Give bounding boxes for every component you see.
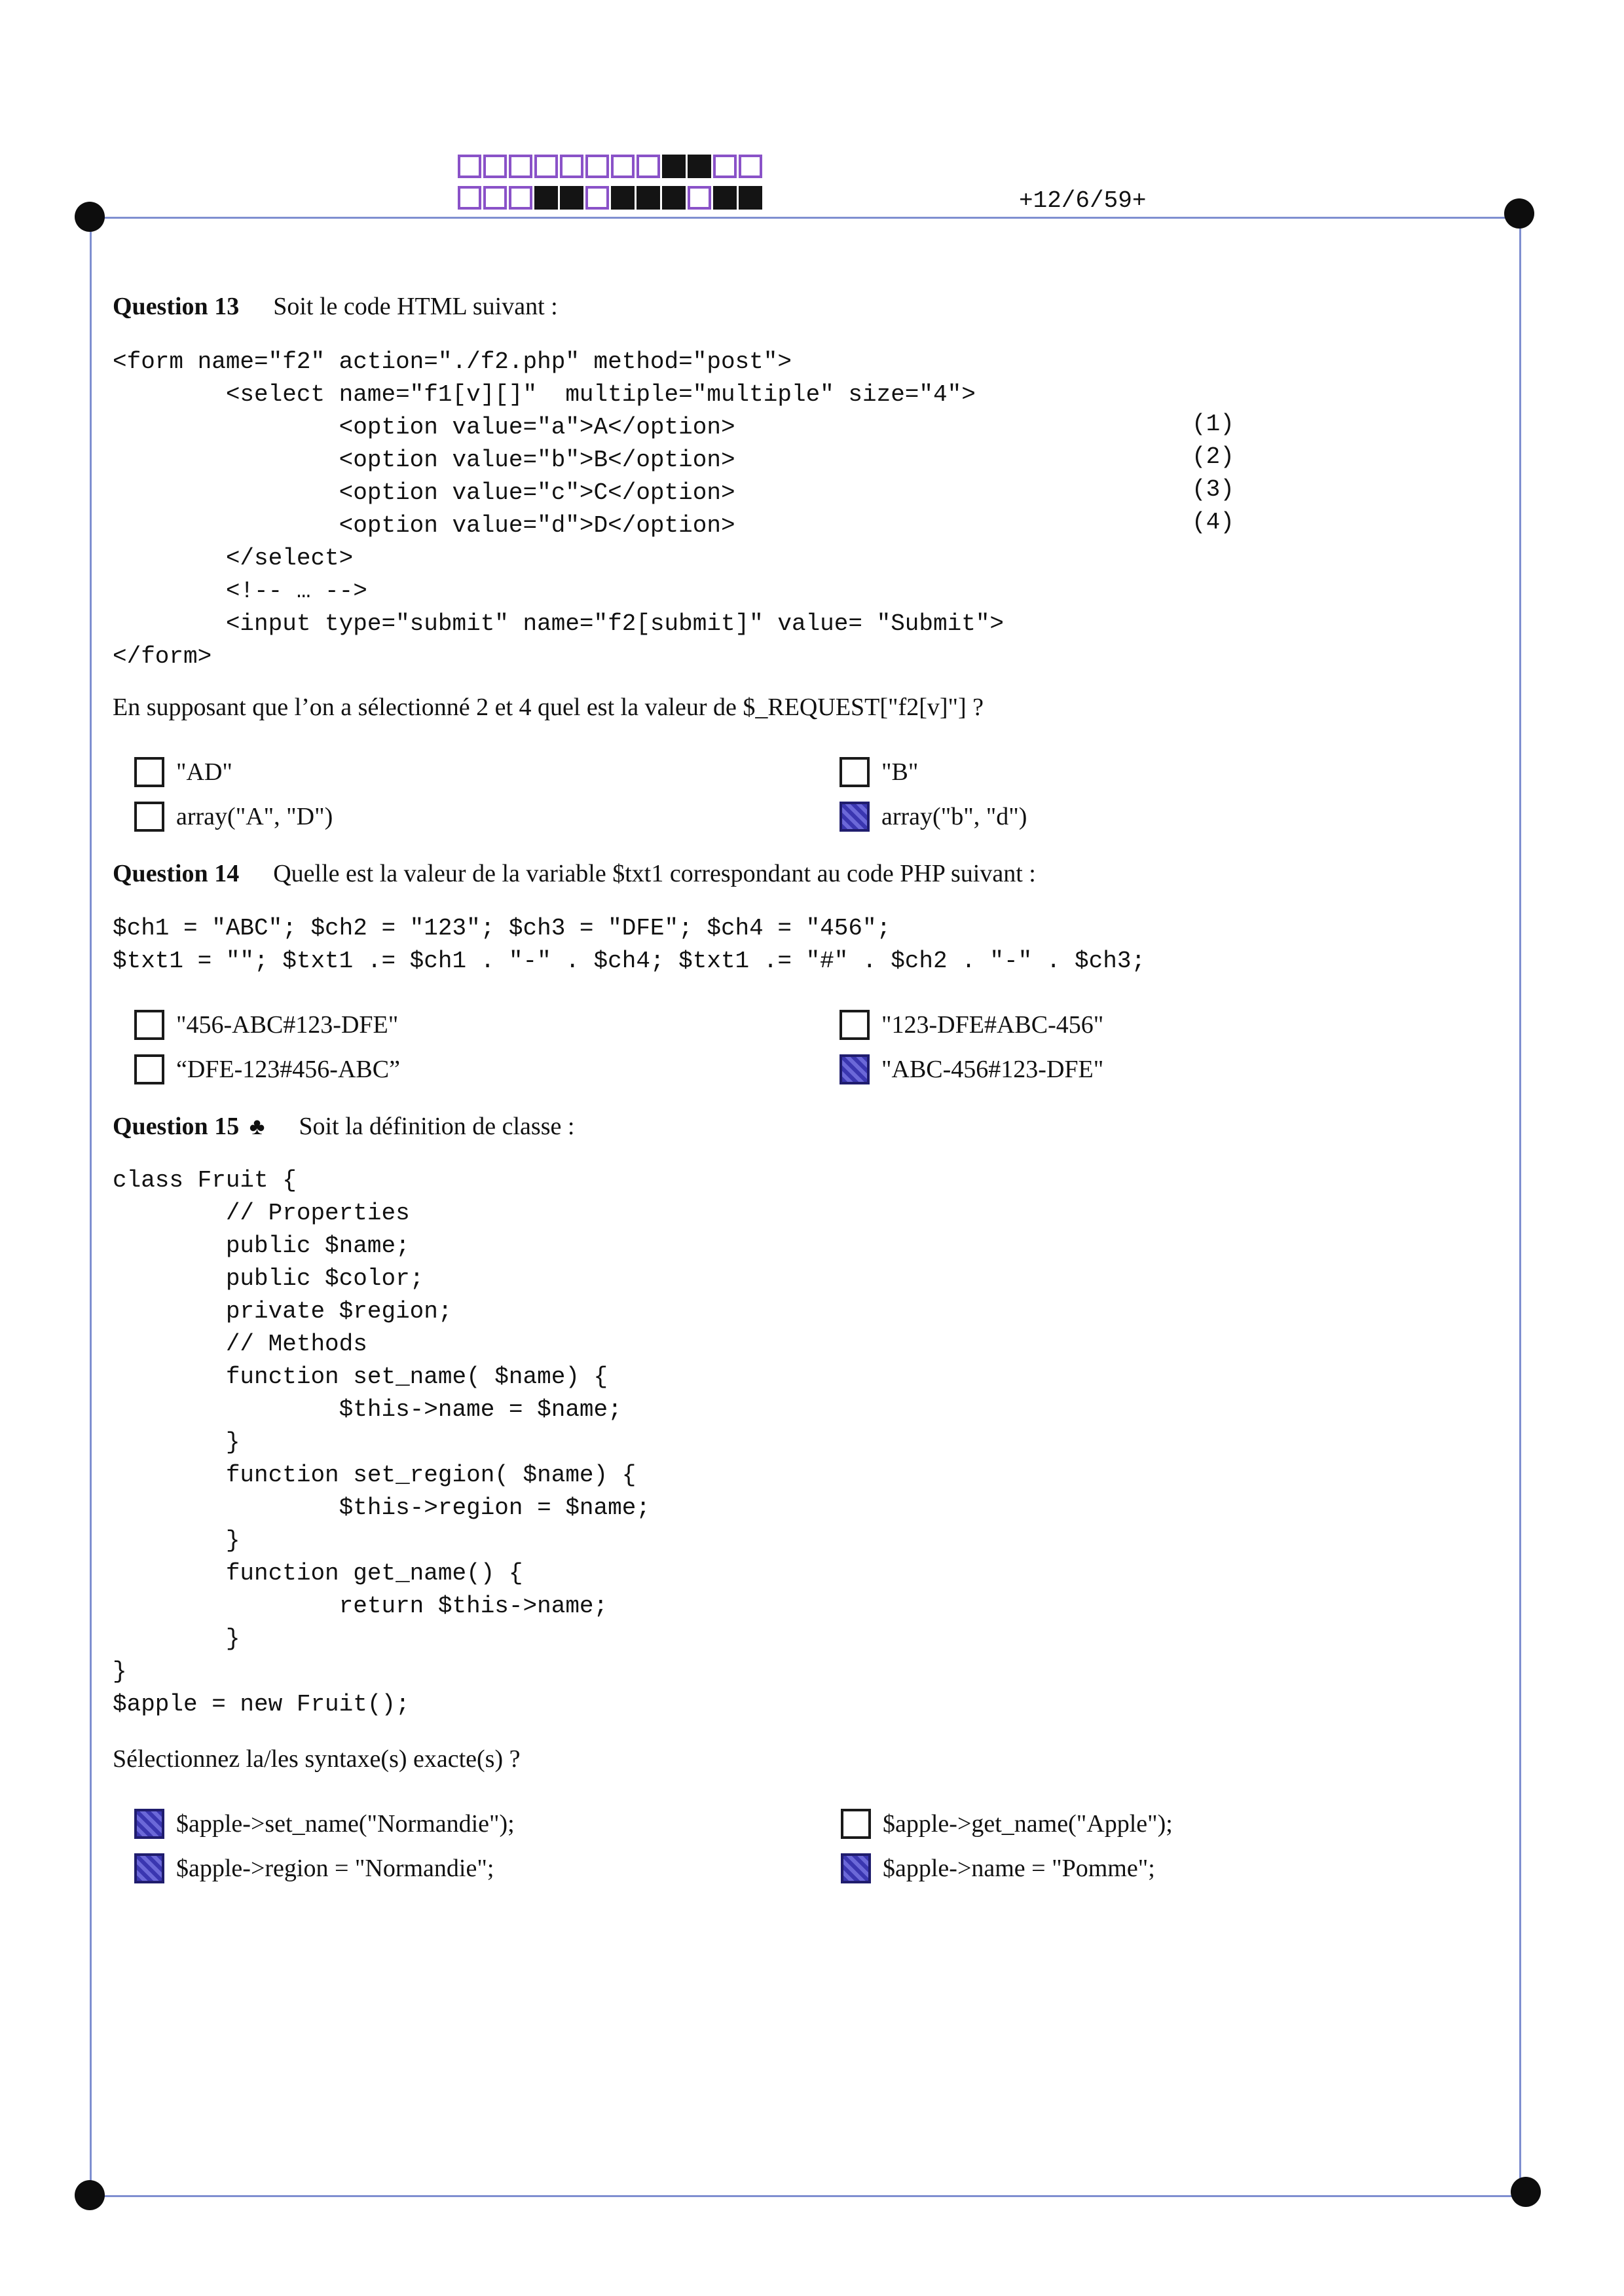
line-number-1: (1): [1192, 411, 1234, 437]
frame-top-line: [90, 217, 1521, 219]
frame-bottom-line: [90, 2195, 1521, 2197]
id-box: [534, 186, 558, 210]
question-15-label: [113, 1113, 265, 1140]
frame-left-line: [90, 217, 92, 2197]
checkbox[interactable]: [840, 802, 870, 832]
question-14-label: Question 14: [113, 860, 240, 887]
choice-label: array("A", "D"): [176, 803, 333, 830]
choice-label: $apple->region = "Normandie";: [176, 1855, 494, 1882]
q13-choice-1[interactable]: [134, 757, 232, 787]
checkbox[interactable]: [841, 1809, 871, 1839]
choice-label: $apple->set_name("Normandie");: [176, 1810, 515, 1838]
id-box: [713, 186, 737, 210]
question-15-label-text: Question 15: [113, 1113, 240, 1140]
q13-choice-3[interactable]: [134, 802, 333, 832]
question-13-prompt: Soit le code HTML suivant :: [273, 293, 558, 320]
line-number-4: (4): [1192, 509, 1234, 536]
q13-choice-2[interactable]: [840, 757, 918, 787]
id-box: [509, 186, 532, 210]
q15-choice-4[interactable]: [841, 1853, 1155, 1883]
checkbox[interactable]: [134, 1054, 164, 1084]
id-box: [585, 155, 609, 178]
checkbox[interactable]: [840, 757, 870, 787]
question-15-header: [113, 1112, 574, 1141]
id-box: [688, 155, 711, 178]
id-box: [458, 155, 481, 178]
id-box: [611, 155, 635, 178]
q14-choice-1[interactable]: [134, 1010, 398, 1040]
corner-marker-bottom-left: [75, 2180, 105, 2210]
choice-label: "ABC-456#123-DFE": [881, 1056, 1104, 1083]
checkbox[interactable]: [841, 1853, 871, 1883]
question-13-header: [113, 292, 558, 321]
q14-choice-2[interactable]: [840, 1010, 1103, 1040]
question-15-code: class Fruit { // Properties public $name; public $color; private $region; // Methods function set_name( $name) { $this->name = $name; } function set_region( $name) { $this->region = $name; } function get_name() { return $this->name; } } $apple = new Fruit();: [113, 1167, 650, 1718]
q14-choice-4[interactable]: [840, 1054, 1103, 1084]
question-14-header: [113, 859, 1036, 888]
question-14-prompt: Quelle est la valeur de la variable $txt1 correspondant au code PHP suivant :: [273, 860, 1036, 887]
checkbox[interactable]: [134, 757, 164, 787]
id-box: [483, 155, 507, 178]
id-box: [662, 155, 686, 178]
checkbox[interactable]: [840, 1054, 870, 1084]
id-box: [637, 155, 660, 178]
id-row-top: [458, 155, 764, 178]
corner-marker-top-left: [75, 202, 105, 232]
line-number-3: (3): [1192, 476, 1234, 503]
choice-label: “DFE-123#456-ABC”: [176, 1056, 400, 1083]
id-box: [534, 155, 558, 178]
choice-label: $apple->get_name("Apple");: [883, 1810, 1173, 1838]
q15-choice-1[interactable]: [134, 1809, 515, 1839]
club-icon: ♣: [249, 1113, 265, 1139]
q13-choice-4[interactable]: [840, 802, 1027, 832]
checkbox[interactable]: [134, 1010, 164, 1040]
line-number-2: (2): [1192, 443, 1234, 470]
id-box: [611, 186, 635, 210]
checkbox[interactable]: [134, 1853, 164, 1883]
choice-label: "AD": [176, 758, 232, 786]
choice-label: $apple->name = "Pomme";: [883, 1855, 1155, 1882]
q15-choice-2[interactable]: [841, 1809, 1173, 1839]
q14-choice-3[interactable]: [134, 1054, 400, 1084]
id-box: [458, 186, 481, 210]
id-box: [483, 186, 507, 210]
choice-label: "123-DFE#ABC-456": [881, 1011, 1104, 1039]
choice-label: "456-ABC#123-DFE": [176, 1011, 399, 1039]
id-box: [739, 155, 762, 178]
id-box: [509, 155, 532, 178]
question-15-prompt: Soit la définition de classe :: [299, 1113, 575, 1140]
choice-label: "B": [881, 758, 919, 786]
id-box: [662, 186, 686, 210]
choice-label: array("b", "d"): [881, 803, 1027, 830]
frame-right-line: [1519, 217, 1521, 2197]
id-box: [637, 186, 660, 210]
q15-choice-3[interactable]: [134, 1853, 494, 1883]
question-15-text: Sélectionnez la/les syntaxe(s) exacte(s) ?: [113, 1745, 521, 1773]
corner-marker-top-right: [1504, 198, 1534, 229]
question-13-label: Question 13: [113, 293, 240, 320]
id-box: [585, 186, 609, 210]
id-box: [688, 186, 711, 210]
id-box: [560, 155, 583, 178]
question-13-code: <form name="f2" action="./f2.php" method="post"> <select name="f1[v][]" multiple="multiple" size="4"> <option value="a">A</option> <option value="b">B</option> <option value="c">C</option> <option value="d">D</option> </select> <!-- … --> <input type="submit" name="f2[submit]" value= "Submit"> </form>: [113, 348, 1005, 670]
corner-marker-bottom-right: [1511, 2177, 1541, 2207]
checkbox[interactable]: [840, 1010, 870, 1040]
question-14-code: $ch1 = "ABC"; $ch2 = "123"; $ch3 = "DFE"; $ch4 = "456"; $txt1 = ""; $txt1 .= $ch1 . "-" . $ch4; $txt1 .= "#" . $ch2 . "-" . $ch3;: [113, 915, 1146, 974]
id-box: [560, 186, 583, 210]
checkbox[interactable]: [134, 802, 164, 832]
question-13-text: En supposant que l’on a sélectionné 2 et 4 quel est la valeur de $_REQUEST["f2[v]"] ?: [113, 694, 984, 721]
page-code: +12/6/59+: [1019, 187, 1147, 214]
id-box: [739, 186, 762, 210]
id-box: [713, 155, 737, 178]
checkbox[interactable]: [134, 1809, 164, 1839]
id-row-bottom: [458, 186, 764, 210]
